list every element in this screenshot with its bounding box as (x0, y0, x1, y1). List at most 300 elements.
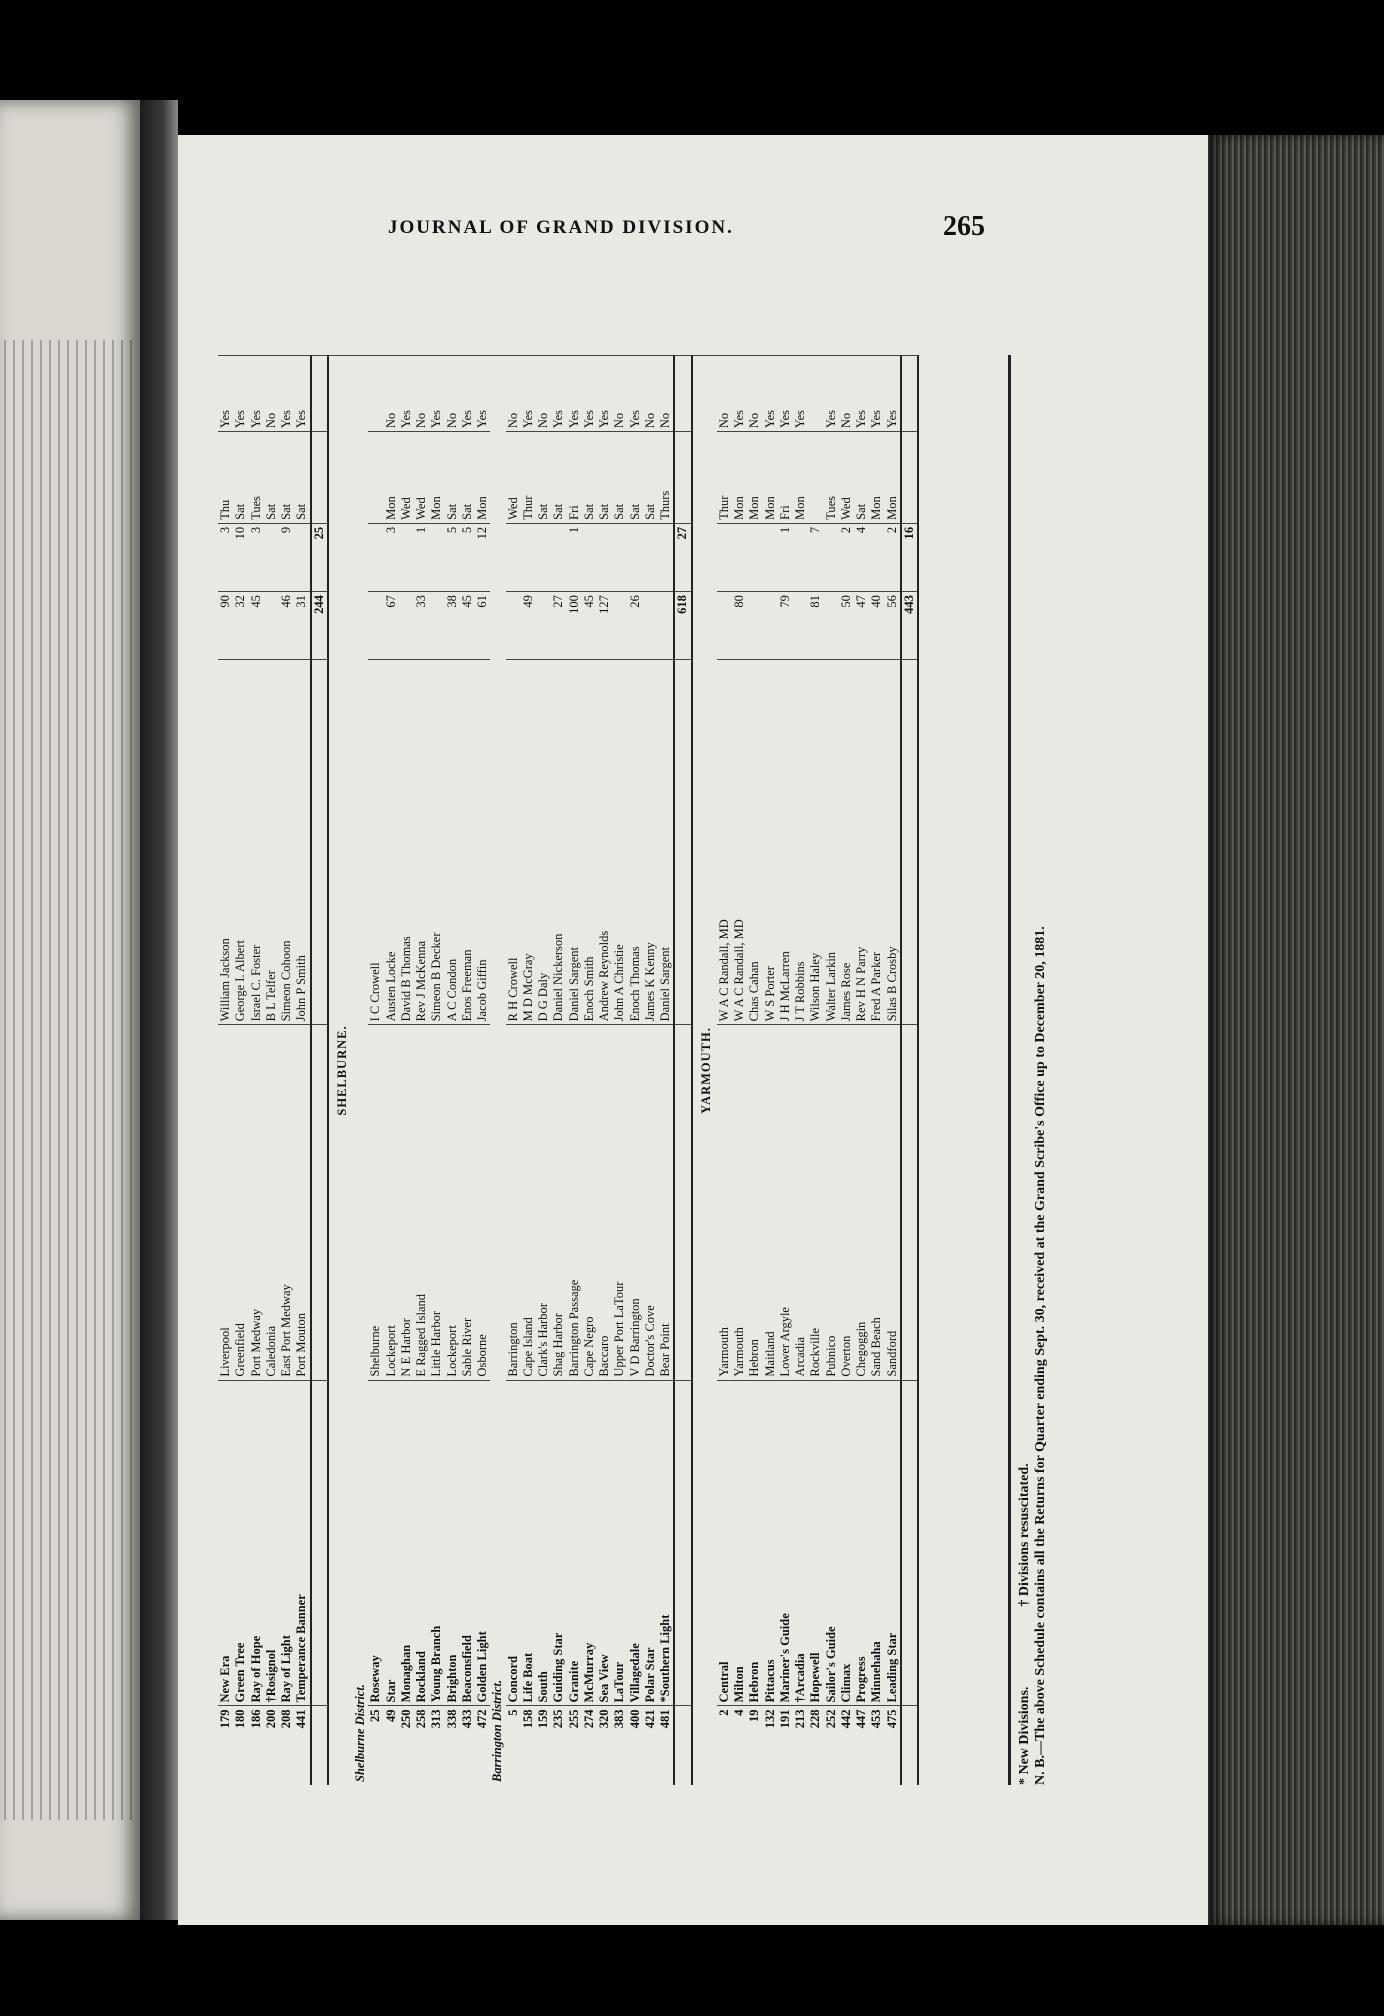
cell-b: 12 (475, 523, 490, 591)
cell-a (717, 592, 732, 660)
cell-no: 132 (763, 1706, 778, 1785)
total-cell-yes (674, 356, 691, 432)
cell-b (551, 523, 566, 591)
cell-place: Barrington (506, 1025, 521, 1380)
cell-place: Yarmouth (732, 1025, 747, 1380)
cell-day: Mon (384, 432, 399, 524)
cell-division: Ray of Light (279, 1380, 294, 1706)
cell-division: *Southern Light (658, 1380, 674, 1706)
total-cell-no (674, 1706, 691, 1785)
district-subheading-row (353, 356, 368, 1786)
total-cell-no (311, 1706, 328, 1785)
cell-a: 100 (567, 592, 582, 660)
cell-place: Lower Argyle (778, 1025, 793, 1380)
cell-division: Star (384, 1380, 399, 1706)
total-cell-day (311, 432, 328, 524)
total-cell-yes (901, 356, 918, 432)
table-row (249, 356, 264, 1786)
total-cell-a: 244 (311, 592, 328, 660)
cell-place: Baccaro (597, 1025, 612, 1380)
cell-day: Thur (717, 432, 732, 524)
total-cell-scribe (901, 660, 918, 1025)
cell-day: Mon (885, 432, 901, 524)
total-cell-place (674, 1025, 691, 1380)
cell-yes: No (414, 356, 429, 432)
cell-scribe: Chas Cahan (747, 660, 762, 1025)
cell-b: 3 (384, 523, 399, 591)
cell-b: 4 (854, 523, 869, 591)
cell-b: 9 (279, 523, 294, 591)
total-cell-division (901, 1380, 918, 1706)
cell-place: E Ragged Island (414, 1025, 429, 1380)
cell-b (368, 523, 383, 591)
cell-division: Hopewell (808, 1380, 823, 1706)
cell-day: Sat (643, 432, 658, 524)
cell-scribe: Simeon B Decker (429, 660, 444, 1025)
cell-place: N E Harbor (399, 1025, 414, 1380)
table-row (658, 356, 674, 1786)
table-row (536, 356, 551, 1786)
cell-scribe: Andrew Reynolds (597, 660, 612, 1025)
cell-b: 2 (839, 523, 854, 591)
district-subheading-row (490, 356, 505, 1786)
cell-a: 32 (233, 592, 248, 660)
table-row (643, 356, 658, 1786)
table-row (429, 356, 444, 1786)
cell-a (747, 592, 762, 660)
rotated-table-block (218, 355, 1098, 1785)
total-cell-day (674, 432, 691, 524)
cell-place: Greenfield (233, 1025, 248, 1380)
cell-yes: Yes (475, 356, 490, 432)
cell-scribe: Silas B Crosby (885, 660, 901, 1025)
facing-page (0, 100, 140, 1920)
cell-no: 442 (839, 1706, 854, 1785)
table-row (717, 356, 732, 1786)
cell-a (264, 592, 279, 660)
cell-division: Pittacus (763, 1380, 778, 1706)
table-row (294, 356, 310, 1786)
cell-scribe: James K Kenny (643, 660, 658, 1025)
cell-day: Mon (869, 432, 884, 524)
cell-a (368, 592, 383, 660)
section-heading: SHELBURNE. (328, 356, 353, 1786)
cell-yes: No (506, 356, 521, 432)
table-row (869, 356, 884, 1786)
cell-no: 313 (429, 1706, 444, 1785)
cell-b (612, 523, 627, 591)
table-row (778, 356, 793, 1786)
cell-yes: Yes (824, 356, 839, 432)
cell-a: 79 (778, 592, 793, 660)
cell-scribe: A C Condon (445, 660, 460, 1025)
table-row (368, 356, 383, 1786)
cell-day: Sat (628, 432, 643, 524)
cell-day: Sat (612, 432, 627, 524)
cell-day: Tues (824, 432, 839, 524)
table-row (839, 356, 854, 1786)
table-row (747, 356, 762, 1786)
cell-place: Cape Negro (582, 1025, 597, 1380)
section-heading: YARMOUTH. (692, 356, 717, 1786)
cell-a (399, 592, 414, 660)
table-row (233, 356, 248, 1786)
book-page (178, 135, 1208, 1925)
cell-a: 27 (551, 592, 566, 660)
cell-division: Minnehaha (869, 1380, 884, 1706)
cell-day: Sat (597, 432, 612, 524)
cell-scribe: Daniel Nickerson (551, 660, 566, 1025)
total-cell-scribe (311, 660, 328, 1025)
cell-place: Cape Island (521, 1025, 536, 1380)
cell-no: 441 (294, 1706, 310, 1785)
cell-a: 50 (839, 592, 854, 660)
cell-yes: Yes (763, 356, 778, 432)
cell-no: 179 (218, 1706, 233, 1785)
cell-no: 338 (445, 1706, 460, 1785)
cell-yes: Yes (567, 356, 582, 432)
cell-day: Wed (506, 432, 521, 524)
cell-yes: No (747, 356, 762, 432)
total-cell-a: 618 (674, 592, 691, 660)
cell-place: Caledonia (264, 1025, 279, 1380)
cell-division: Climax (839, 1380, 854, 1706)
cell-day: Fri (778, 432, 793, 524)
table-row (506, 356, 521, 1786)
cell-a (643, 592, 658, 660)
total-row (311, 356, 328, 1786)
cell-yes: Yes (294, 356, 310, 432)
cell-division: Hebron (747, 1380, 762, 1706)
cell-yes: Yes (399, 356, 414, 432)
cell-division: Life Boat (521, 1380, 536, 1706)
cell-division: Roseway (368, 1380, 383, 1706)
cell-no: 274 (582, 1706, 597, 1785)
total-cell-place (311, 1025, 328, 1380)
total-row (901, 356, 918, 1786)
cell-no: 447 (854, 1706, 869, 1785)
cell-division: Guiding Star (551, 1380, 566, 1706)
cell-b (869, 523, 884, 591)
cell-division: McMurray (582, 1380, 597, 1706)
cell-scribe: George I. Albert (233, 660, 248, 1025)
cell-day: Sat (264, 432, 279, 524)
table-row (854, 356, 869, 1786)
cell-a: 40 (869, 592, 884, 660)
table-row (732, 356, 747, 1786)
cell-a: 56 (885, 592, 901, 660)
table-row (824, 356, 839, 1786)
table-row (475, 356, 490, 1786)
cell-a: 127 (597, 592, 612, 660)
cell-place: Liverpool (218, 1025, 233, 1380)
section-heading-row (328, 356, 353, 1786)
cell-day: Sat (279, 432, 294, 524)
cell-b: 2 (885, 523, 901, 591)
cell-division: Sailor's Guide (824, 1380, 839, 1706)
cell-place: Lockeport (384, 1025, 399, 1380)
cell-yes: Yes (869, 356, 884, 432)
table-row (612, 356, 627, 1786)
cell-place: Overton (839, 1025, 854, 1380)
cell-place: Clark's Harbor (536, 1025, 551, 1380)
cell-day: Sat (551, 432, 566, 524)
cell-day: Sat (294, 432, 310, 524)
cell-yes: Yes (218, 356, 233, 432)
cell-day: Mon (429, 432, 444, 524)
cell-no: 472 (475, 1706, 490, 1785)
cell-scribe: Austen Locke (384, 660, 399, 1025)
cell-yes: No (839, 356, 854, 432)
cell-b (732, 523, 747, 591)
total-cell-no (901, 1706, 918, 1785)
cell-day: Mon (793, 432, 808, 524)
cell-day (368, 432, 383, 524)
total-cell-b: 25 (311, 523, 328, 591)
cell-scribe: Wilson Haley (808, 660, 823, 1025)
cell-place: Sandford (885, 1025, 901, 1380)
cell-yes: Yes (597, 356, 612, 432)
table-row (264, 356, 279, 1786)
cell-day: Thurs (658, 432, 674, 524)
cell-no: 235 (551, 1706, 566, 1785)
cell-place: Port Medway (249, 1025, 264, 1380)
cell-b: 1 (414, 523, 429, 591)
cell-yes: Yes (628, 356, 643, 432)
cell-division: Villagedale (628, 1380, 643, 1706)
cell-yes: Yes (854, 356, 869, 432)
cell-yes: No (717, 356, 732, 432)
cell-day: Wed (399, 432, 414, 524)
cell-a: 80 (732, 592, 747, 660)
cell-scribe: Rev H N Parry (854, 660, 869, 1025)
cell-division: Golden Light (475, 1380, 490, 1706)
cell-b (824, 523, 839, 591)
cell-division: Progress (854, 1380, 869, 1706)
cell-place: Rockville (808, 1025, 823, 1380)
cell-a: 38 (445, 592, 460, 660)
table-row (414, 356, 429, 1786)
running-head (178, 211, 1208, 251)
cell-place: Sand Beach (869, 1025, 884, 1380)
table-row (885, 356, 901, 1786)
total-cell-yes (311, 356, 328, 432)
cell-place: Lockeport (445, 1025, 460, 1380)
district-subheading: Shelburne District. (353, 356, 368, 1786)
cell-a: 61 (475, 592, 490, 660)
cell-division: Concord (506, 1380, 521, 1706)
total-cell-b: 27 (674, 523, 691, 591)
cell-scribe: I C Crowell (368, 660, 383, 1025)
cell-division: Monaghan (399, 1380, 414, 1706)
cell-scribe: W S Porter (763, 660, 778, 1025)
cell-a (658, 592, 674, 660)
cell-day: Sat (460, 432, 475, 524)
cell-division: Leading Star (885, 1380, 901, 1706)
cell-yes: Yes (732, 356, 747, 432)
table-row (218, 356, 233, 1786)
cell-no: 186 (249, 1706, 264, 1785)
page-edges (1208, 135, 1384, 1925)
cell-yes: Yes (778, 356, 793, 432)
cell-no: 159 (536, 1706, 551, 1785)
district-subheading: Barrington District. (490, 356, 505, 1786)
cell-scribe: J H McLarren (778, 660, 793, 1025)
cell-place: Shelburne (368, 1025, 383, 1380)
running-title: JOURNAL OF GRAND DIVISION. (388, 217, 734, 238)
cell-day: Mon (763, 432, 778, 524)
total-cell-scribe (674, 660, 691, 1025)
cell-division: Green Tree (233, 1380, 248, 1706)
cell-a (429, 592, 444, 660)
cell-b: 3 (218, 523, 233, 591)
book-gutter (140, 100, 178, 1920)
cell-b (536, 523, 551, 591)
cell-no: 320 (597, 1706, 612, 1785)
cell-no: 481 (658, 1706, 674, 1785)
cell-no: 228 (808, 1706, 823, 1785)
cell-place: Chegoggin (854, 1025, 869, 1380)
table-row (628, 356, 643, 1786)
cell-yes: No (445, 356, 460, 432)
cell-b (521, 523, 536, 591)
cell-scribe: D G Daly (536, 660, 551, 1025)
cell-scribe: John P Smith (294, 660, 310, 1025)
cell-place: Bear Point (658, 1025, 674, 1380)
cell-place: East Port Medway (279, 1025, 294, 1380)
cell-yes: Yes (460, 356, 475, 432)
cell-b: 3 (249, 523, 264, 591)
cell-place: Hebron (747, 1025, 762, 1380)
cell-day: Fri (567, 432, 582, 524)
cell-scribe: William Jackson (218, 660, 233, 1025)
cell-no: 475 (885, 1706, 901, 1785)
cell-scribe: Enoch Smith (582, 660, 597, 1025)
cell-division: †Rosignol (264, 1380, 279, 1706)
total-cell-division (311, 1380, 328, 1706)
cell-b: 7 (808, 523, 823, 591)
cell-place: Sable River (460, 1025, 475, 1380)
cell-scribe: Daniel Sargent (658, 660, 674, 1025)
cell-no: 49 (384, 1706, 399, 1785)
cell-day: Wed (839, 432, 854, 524)
total-cell-place (901, 1025, 918, 1380)
cell-division: Sea View (597, 1380, 612, 1706)
table-row (597, 356, 612, 1786)
footnotes (1008, 355, 1049, 1785)
cell-a: 45 (249, 592, 264, 660)
cell-yes: Yes (249, 356, 264, 432)
cell-yes: No (264, 356, 279, 432)
cell-place: Port Mouton (294, 1025, 310, 1380)
cell-no: 453 (869, 1706, 884, 1785)
cell-day: Sat (233, 432, 248, 524)
cell-a: 26 (628, 592, 643, 660)
cell-b: 1 (567, 523, 582, 591)
cell-yes: No (612, 356, 627, 432)
cell-b (294, 523, 310, 591)
cell-division: Mariner's Guide (778, 1380, 793, 1706)
cell-a: 31 (294, 592, 310, 660)
cell-day: Sat (582, 432, 597, 524)
table-row (445, 356, 460, 1786)
cell-a: 33 (414, 592, 429, 660)
cell-a (612, 592, 627, 660)
cell-b (747, 523, 762, 591)
cell-scribe: R H Crowell (506, 660, 521, 1025)
table-row (521, 356, 536, 1786)
cell-scribe: Jacob Giffin (475, 660, 490, 1025)
cell-no: 252 (824, 1706, 839, 1785)
cell-a (763, 592, 778, 660)
cell-b: 1 (778, 523, 793, 591)
cell-division: Milton (732, 1380, 747, 1706)
cell-place: Yarmouth (717, 1025, 732, 1380)
table-row (582, 356, 597, 1786)
table-row (384, 356, 399, 1786)
total-cell-a: 443 (901, 592, 918, 660)
total-row (674, 356, 691, 1786)
cell-day: Tues (249, 432, 264, 524)
cell-day: Wed (414, 432, 429, 524)
cell-place: V D Barrington (628, 1025, 643, 1380)
table-row (279, 356, 294, 1786)
cell-day: Mon (732, 432, 747, 524)
cell-no: 208 (279, 1706, 294, 1785)
cell-division: Rockland (414, 1380, 429, 1706)
cell-a: 45 (582, 592, 597, 660)
cell-division: Beaconsfield (460, 1380, 475, 1706)
cell-scribe: Rev J McKenna (414, 660, 429, 1025)
cell-division: Brighton (445, 1380, 460, 1706)
cell-b (597, 523, 612, 591)
cell-place: Arcadia (793, 1025, 808, 1380)
cell-no: 191 (778, 1706, 793, 1785)
cell-no: 400 (628, 1706, 643, 1785)
cell-scribe: J T Robbins (793, 660, 808, 1025)
cell-a (793, 592, 808, 660)
cell-yes: Yes (551, 356, 566, 432)
cell-yes: Yes (233, 356, 248, 432)
cell-day: Thur (521, 432, 536, 524)
total-cell-division (674, 1380, 691, 1706)
cell-yes: No (658, 356, 674, 432)
cell-place: Shag Harbor (551, 1025, 566, 1380)
cell-a: 49 (521, 592, 536, 660)
cell-yes: Yes (582, 356, 597, 432)
cell-no: 200 (264, 1706, 279, 1785)
cell-a: 45 (460, 592, 475, 660)
cell-scribe: Simeon Cohoon (279, 660, 294, 1025)
cell-a: 90 (218, 592, 233, 660)
cell-day: Sat (854, 432, 869, 524)
cell-division: New Era (218, 1380, 233, 1706)
table-row (551, 356, 566, 1786)
cell-day (808, 432, 823, 524)
cell-yes (808, 356, 823, 432)
cell-scribe: B L Telfer (264, 660, 279, 1025)
cell-a: 81 (808, 592, 823, 660)
cell-yes: Yes (793, 356, 808, 432)
facing-page-text (4, 340, 136, 1820)
table-row (793, 356, 808, 1786)
cell-scribe: Fred A Parker (869, 660, 884, 1025)
cell-yes: Yes (521, 356, 536, 432)
table-row (460, 356, 475, 1786)
cell-no: 5 (506, 1706, 521, 1785)
cell-no: 421 (643, 1706, 658, 1785)
cell-scribe: Enos Freeman (460, 660, 475, 1025)
